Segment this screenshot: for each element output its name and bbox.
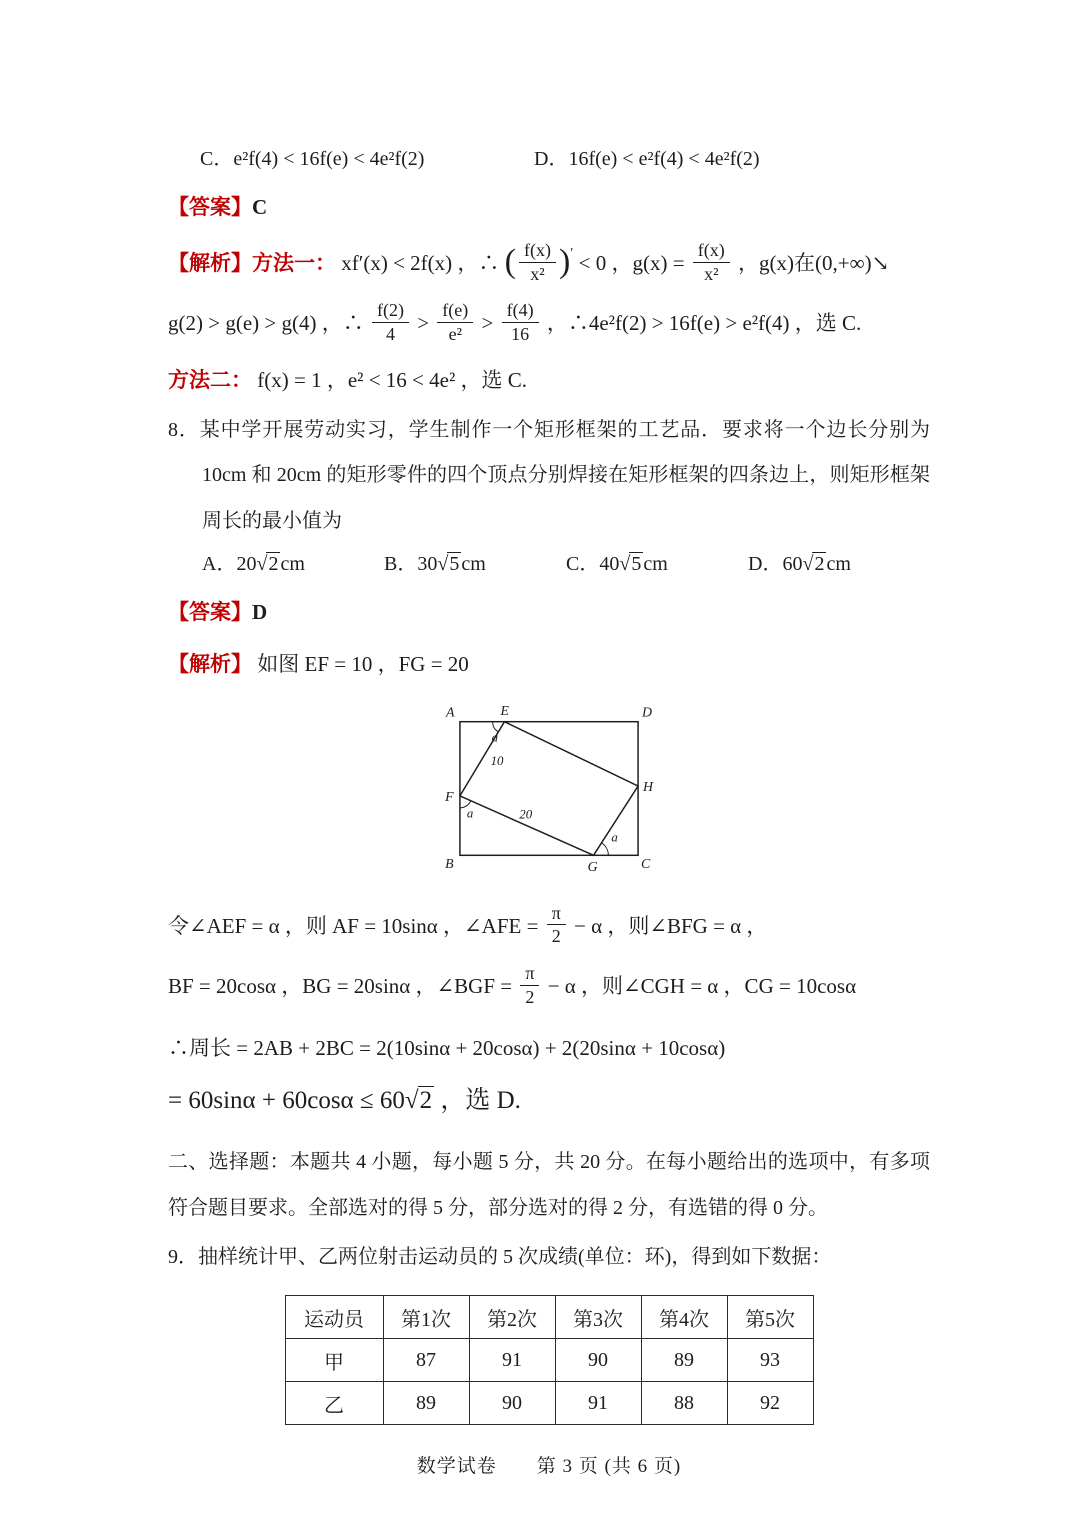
q7-answer-line	[168, 191, 930, 221]
q9-table	[285, 1295, 814, 1425]
fraction-denominator: x²	[530, 263, 545, 284]
formula-text: − α ，则∠CGH = α ，CG = 10cosα	[547, 973, 857, 998]
table-cell: 90	[555, 1339, 641, 1382]
right-paren: )	[558, 243, 571, 281]
q8-stem: 8．某中学开展劳动实习，学生制作一个矩形框架的工艺品．要求将一个边长分别为 10cm 和 20cm 的矩形零件的四个顶点分别焊接在矩形框架的四条边上，则矩形框架周长的最小值为	[168, 418, 930, 532]
q8-analysis-line	[168, 648, 930, 678]
figure-label-E: E	[500, 702, 509, 718]
q8-working-line3	[168, 1032, 930, 1062]
radical: √2	[256, 552, 279, 575]
fraction-denominator: 4	[385, 324, 395, 345]
fraction	[547, 903, 566, 947]
formula-text: >	[417, 311, 430, 336]
figure-length-ef: 10	[490, 753, 504, 768]
q7-answer-value: C	[252, 195, 268, 219]
formula-text: BF = 20cosα ，BG = 20sinα ，∠BGF =	[168, 973, 513, 998]
fraction-numerator: f(x)	[519, 240, 556, 263]
q7-method2-label: 方法二：	[168, 368, 252, 392]
figure-label-D: D	[642, 704, 653, 720]
figure-angle-f: a	[466, 806, 474, 821]
figure-label-G: G	[587, 858, 598, 874]
radical: √5	[437, 552, 460, 575]
radicand: 2	[268, 552, 279, 575]
q8-answer-label: 【答案】	[168, 600, 252, 624]
table-header-row	[285, 1296, 813, 1339]
angle-arc-g	[601, 842, 608, 854]
formula-text: − α ，则∠BFG = α ，	[574, 913, 768, 938]
q9-stem: 9．抽样统计甲、乙两位射击运动员的 5 次成绩(单位：环)，得到如下数据：	[168, 1246, 832, 1269]
q8-analysis-label: 【解析】	[168, 652, 252, 676]
table-header-cell: 第3次	[555, 1296, 641, 1339]
table-cell: 甲	[285, 1339, 383, 1382]
table-header-cell: 运动员	[285, 1296, 383, 1339]
option-unit: cm	[461, 552, 486, 575]
prime-mark: ′	[570, 246, 574, 261]
q8-answer-line	[168, 596, 930, 626]
formula-text: ，选 D.	[440, 1087, 521, 1115]
fraction	[372, 300, 409, 344]
table-cell: 88	[641, 1382, 727, 1425]
option-text: A．20	[202, 552, 257, 575]
q7-analysis-label: 【解析】	[168, 252, 252, 275]
fraction-numerator: f(4)	[502, 300, 539, 323]
fraction-denominator: 2	[551, 926, 561, 947]
option-text: C．40	[566, 552, 620, 575]
formula-text: g(2) > g(e) > g(4) ，∴	[168, 311, 364, 336]
formula-text: 令∠AEF = α ，则 AF = 10sinα ，∠AFE =	[168, 913, 539, 938]
q8-answer-value: D	[252, 599, 268, 624]
table-row	[285, 1339, 813, 1382]
fraction-numerator: f(x)	[693, 240, 730, 263]
table-cell: 87	[383, 1339, 469, 1382]
fraction-denominator: x²	[704, 263, 719, 284]
fraction	[693, 240, 730, 284]
formula-text: xf′(x) < 2f(x) ，∴	[341, 251, 500, 275]
figure-label-H: H	[643, 778, 654, 794]
q7-option-c: C．e²f(4) < 16f(e) < 4e²f(2)	[200, 148, 425, 170]
q7-option-d: D．16f(e) < e²f(4) < 4e²f(2)	[534, 148, 760, 170]
q8-figure-wrapper	[168, 692, 930, 890]
option-text: B．30	[384, 552, 438, 575]
fraction	[437, 300, 473, 344]
q8-working-line4	[168, 1080, 930, 1116]
formula-text: 如图 EF = 10 ，FG = 20	[257, 651, 469, 676]
formula-text: f(x) = 1 ，e² < 16 < 4e² ，选 C.	[257, 367, 527, 392]
formula-text: ，g(x)在(0,+∞)↘	[738, 251, 890, 275]
q7-method1-label: 方法一：	[252, 252, 336, 275]
fraction-numerator: f(e)	[437, 300, 473, 323]
table-cell: 92	[727, 1382, 813, 1425]
fraction-denominator: e²	[448, 324, 462, 345]
radicand: 2	[814, 552, 825, 575]
radicand: 5	[449, 552, 460, 575]
fraction	[519, 240, 556, 284]
figure-length-fg: 20	[519, 807, 533, 822]
q7-method1-line2	[168, 300, 930, 347]
radicand: 5	[631, 552, 642, 575]
q8-option-d	[748, 547, 930, 576]
fraction-denominator: 16	[511, 324, 530, 345]
radical: √2	[404, 1087, 433, 1115]
figure-angle-g: a	[611, 829, 618, 844]
q8-option-b	[384, 547, 566, 576]
q8-option-a	[202, 547, 384, 576]
radical: √2	[802, 552, 825, 575]
table-cell: 89	[383, 1382, 469, 1425]
q8-option-c	[566, 547, 748, 576]
q8-options-row	[168, 547, 930, 576]
q8-working-line2	[168, 962, 930, 1010]
formula-text: ，∴4e²f(2) > 16f(e) > e²f(4) ，选 C.	[546, 311, 862, 336]
option-unit: cm	[826, 552, 851, 575]
q8-figure	[430, 692, 668, 885]
formula-text: >	[481, 311, 494, 336]
table-cell: 93	[727, 1339, 813, 1382]
table-cell: 90	[469, 1382, 555, 1425]
fraction-denominator: 2	[525, 986, 535, 1007]
fraction-numerator: π	[547, 903, 566, 926]
q7-answer-label: 【答案】	[168, 196, 252, 219]
option-unit: cm	[280, 552, 305, 575]
figure-angle-e: a	[491, 730, 499, 745]
radical: √5	[619, 552, 642, 575]
table-row	[285, 1382, 813, 1425]
formula-text: ∴周长 = 2AB + 2BC = 2(10sinα + 20cosα) + 2(20sinα + 10cosα)	[168, 1036, 726, 1061]
table-header-cell: 第5次	[727, 1296, 813, 1339]
formula-text: < 0 ，g(x) =	[578, 251, 685, 275]
fraction	[502, 300, 539, 344]
table-header-cell: 第1次	[383, 1296, 469, 1339]
radicand: 2	[419, 1087, 433, 1115]
q8-working-line1	[168, 902, 930, 950]
table-cell: 91	[555, 1382, 641, 1425]
left-paren: (	[504, 243, 516, 281]
q7-options-row	[168, 142, 930, 171]
q7-method2-line	[168, 364, 930, 394]
formula-text: = 60sinα + 60cosα ≤ 60	[168, 1087, 405, 1115]
fraction-numerator: π	[520, 963, 539, 986]
table-cell: 91	[469, 1339, 555, 1382]
q7-method1-line1	[168, 240, 930, 287]
table-cell: 89	[641, 1339, 727, 1382]
table-cell: 乙	[285, 1382, 383, 1425]
page-footer: 数学试卷 第 3 页 (共 6 页)	[416, 1456, 682, 1478]
table-header-cell: 第4次	[641, 1296, 727, 1339]
figure-label-F: F	[445, 788, 454, 804]
fraction-numerator: f(2)	[372, 300, 409, 323]
figure-label-C: C	[641, 855, 651, 871]
fraction	[520, 963, 539, 1007]
figure-label-B: B	[445, 855, 454, 871]
table-header-cell: 第2次	[469, 1296, 555, 1339]
section2-header: 二、选择题：本题共 4 小题，每小题 5 分，共 20 分。在每小题给出的选项中，有多项符合题目要求。全部选对的得 5 分，部分选对的得 2 分，有选错的得 0 分。	[168, 1151, 930, 1219]
option-unit: cm	[643, 552, 668, 575]
figure-label-A: A	[446, 704, 455, 720]
option-text: D．60	[748, 552, 803, 575]
